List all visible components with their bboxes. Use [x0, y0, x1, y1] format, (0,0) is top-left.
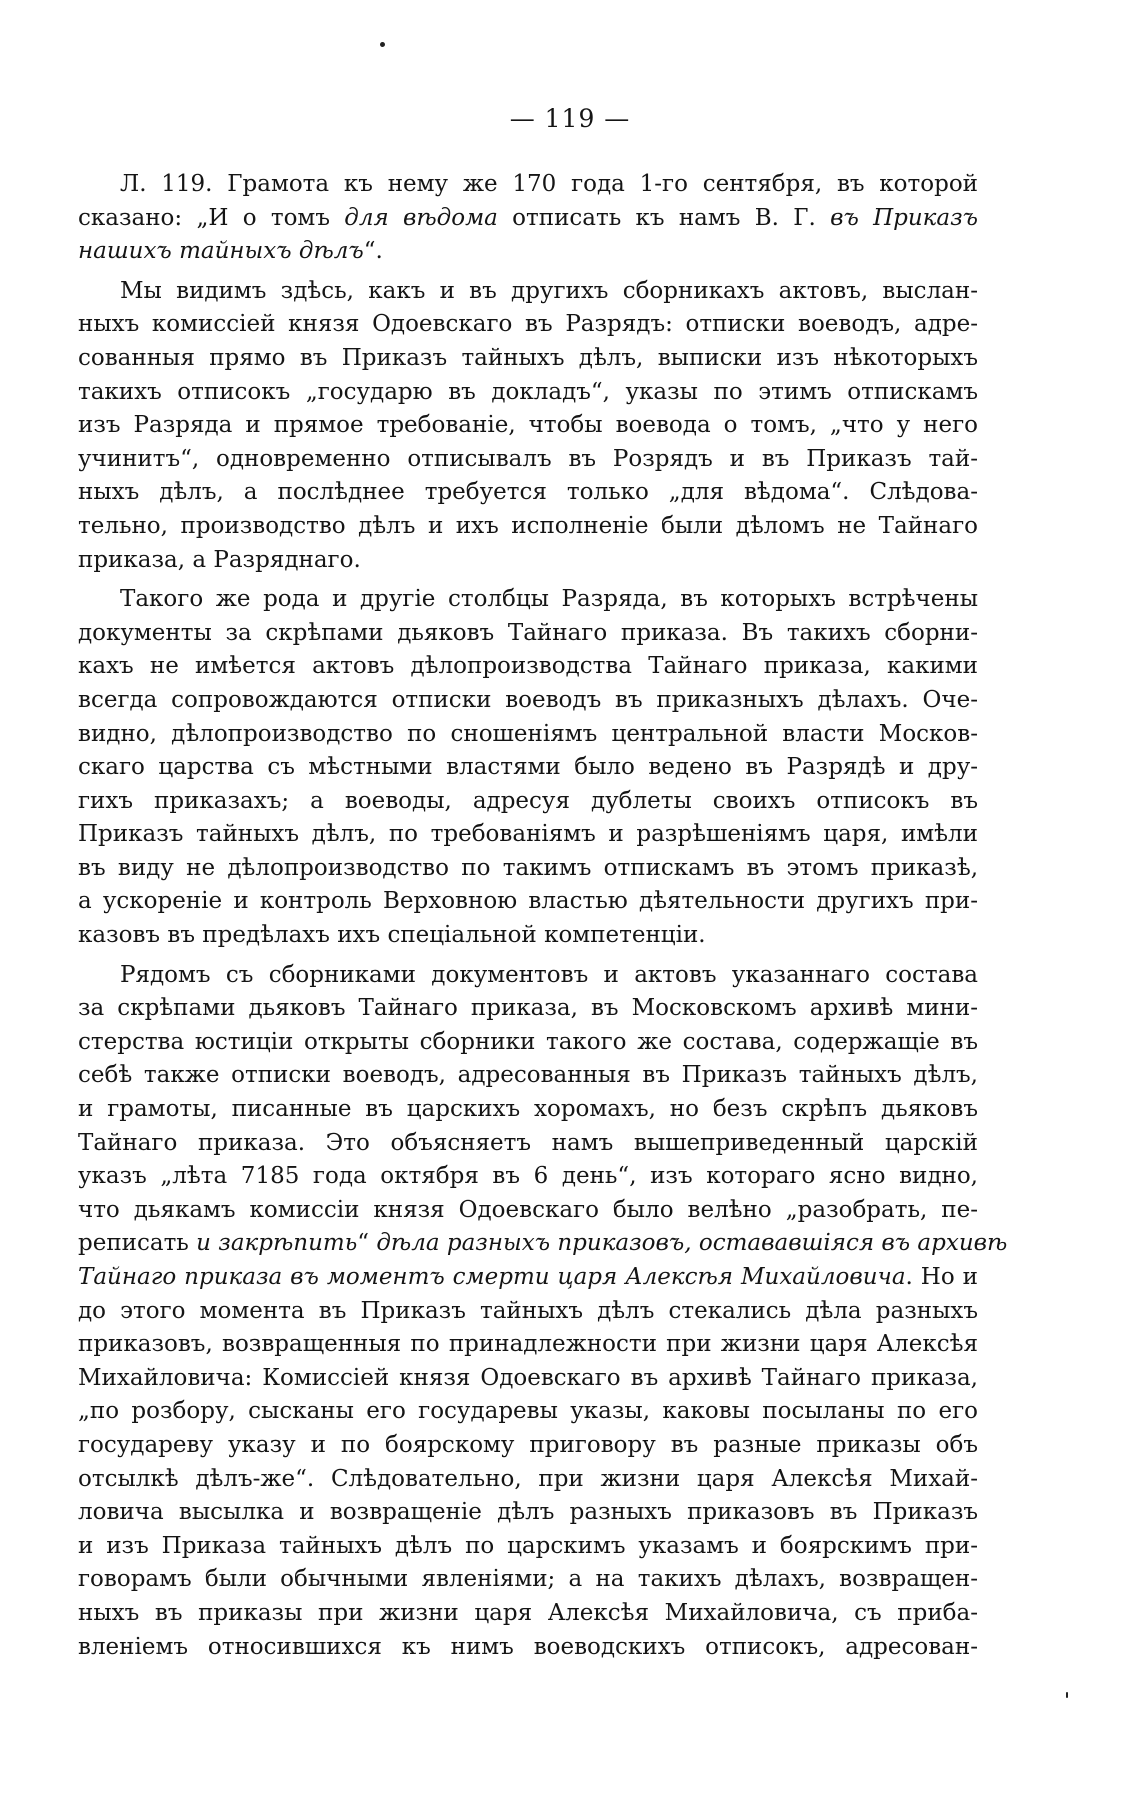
- text-line: [78, 1631, 978, 1665]
- italic-text: въ Приказъ: [830, 204, 978, 231]
- text: за скрѣпами дьяковъ Тайнаго приказа, въ Московскомъ архивѣ мини-: [78, 995, 978, 1022]
- book-page-text: [78, 168, 1008, 1664]
- text: что дьякамъ комиссiи князя Одоевскаго было велѣно „разобрать, пе-: [78, 1196, 978, 1223]
- paragraph: [78, 583, 978, 953]
- text-line: [78, 751, 978, 785]
- text-line: [78, 852, 978, 886]
- page-number: — 119 —: [509, 104, 631, 133]
- text-line: [78, 617, 978, 651]
- italic-text: и закрѣпить: [196, 1230, 358, 1257]
- text: ныхъ дѣлъ, а послѣднее требуется только „для вѣдома“. Слѣдова-: [78, 479, 978, 506]
- text: себѣ также отписки воеводъ, адресованныя въ Приказъ тайныхъ дѣлъ,: [78, 1062, 978, 1089]
- text: говорамъ были обычными явленiями; а на такихъ дѣлахъ, возвращен-: [78, 1566, 978, 1593]
- text-line: [78, 785, 978, 819]
- text-line: [78, 992, 978, 1026]
- text: Мы видимъ здѣсь, какъ и въ другихъ сборникахъ актовъ, выслан-: [120, 277, 978, 304]
- text: ловича высылка и возвращенiе дѣлъ разныхъ приказовъ въ Приказъ: [78, 1499, 978, 1526]
- text: сованныя прямо въ Приказъ тайныхъ дѣлъ, выписки изъ нѣкоторыхъ: [78, 344, 978, 371]
- italic-text: Тайнаго приказа въ моментъ смерти царя Алексѣя Михайловича: [78, 1264, 906, 1290]
- text: приказа, а Разряднаго.: [78, 546, 361, 573]
- text-line: [78, 202, 978, 236]
- text-line: [78, 510, 978, 544]
- text-line: [78, 1227, 1008, 1261]
- text: изъ Разряда и прямое требованiе, чтобы воевода о томъ, „что у него: [78, 412, 978, 439]
- paragraph: [78, 275, 978, 577]
- text-line: [78, 1496, 978, 1530]
- text: ныхъ комиссiей князя Одоевскаго въ Разрядъ: отписки воеводъ, адре-: [78, 311, 978, 338]
- text: въ виду не дѣлопроизводство по такимъ отпискамъ въ этомъ приказѣ,: [78, 854, 978, 881]
- text: скаго царства съ мѣстными властями было ведено въ Разрядѣ и дру-: [78, 754, 978, 781]
- text-line: [78, 1093, 978, 1127]
- text-line: [78, 1194, 978, 1228]
- text: вленiемъ относившихся къ нимъ воеводскихъ отписокъ, адресован-: [78, 1633, 978, 1660]
- text-line: [78, 1127, 978, 1161]
- text: отсылкѣ дѣлъ-же“. Слѣдовательно, при жизни царя Алексѣя Михай-: [78, 1465, 978, 1492]
- italic-text: дѣла разныхъ приказовъ, остававшiяся въ архивѣ: [376, 1230, 1008, 1257]
- text: ныхъ въ приказы при жизни царя Алексѣя Михайловича, съ приба-: [78, 1599, 978, 1626]
- text: Приказъ тайныхъ дѣлъ, по требованiямъ и разрѣшенiямъ царя, имѣли: [78, 821, 978, 848]
- text-line: [78, 342, 978, 376]
- text: до этого момента въ Приказъ тайныхъ дѣлъ стекались дѣла разныхъ: [78, 1297, 978, 1324]
- text-line: [78, 1328, 978, 1362]
- text: учинитъ“, одновременно отписывалъ въ Розрядъ и въ Приказъ тай-: [78, 445, 978, 472]
- text-line: [78, 818, 978, 852]
- text-line: [78, 308, 978, 342]
- text-line: [78, 959, 978, 993]
- text: Л. 119. Грамота къ нему же 170 года 1-го сентября, въ которой: [120, 171, 978, 197]
- text: документы за скрѣпами дьяковъ Тайнаго приказа. Въ такихъ сборни-: [78, 619, 978, 646]
- text: казовъ въ предѣлахъ ихъ спецiальной компетенцiи.: [78, 922, 706, 949]
- text-line: [78, 1563, 978, 1597]
- text: видно, дѣлопроизводство по сношенiямъ центральной власти Москов-: [78, 720, 978, 747]
- text-line: [78, 1026, 978, 1060]
- text: тельно, производство дѣлъ и ихъ исполненiе были дѣломъ не Тайнаго: [78, 512, 978, 539]
- text: государеву указу и по боярскому приговору въ разные приказы объ: [78, 1431, 978, 1458]
- text-line: [78, 919, 978, 953]
- text: „по розбору, сысканы его государевы указы, каковы посыланы по его: [78, 1398, 978, 1425]
- text-line: [78, 476, 978, 510]
- text-line: [78, 1395, 978, 1429]
- text: “: [357, 1230, 377, 1257]
- text: Тайнаго приказа. Это объясняетъ намъ вышеприведенный царскiй: [78, 1129, 978, 1156]
- paragraph: [78, 959, 1008, 1664]
- text: стерства юстицiи открыты сборники такого же состава, содержащiе въ: [78, 1028, 978, 1055]
- text-line: [78, 1160, 978, 1194]
- text-line: [78, 443, 978, 477]
- text-line: [78, 718, 978, 752]
- text-line: [78, 409, 978, 443]
- text-line: [78, 1530, 978, 1564]
- text-line: [78, 1429, 978, 1463]
- text-line: [78, 650, 978, 684]
- text-line: [78, 168, 978, 202]
- text: приказовъ, возвращенныя по принадлежности при жизни царя Алексѣя: [78, 1331, 978, 1358]
- text: отписать къ намъ В. Г.: [497, 204, 831, 231]
- text: гихъ приказахъ; а воеводы, адресуя дублеты своихъ отписокъ въ: [78, 787, 978, 814]
- text-line: [78, 684, 978, 718]
- text-line: [78, 1597, 978, 1631]
- paragraph: [78, 168, 978, 269]
- text: Михайловича: Комиссiей князя Одоевскаго въ архивѣ Тайнаго приказа,: [78, 1364, 978, 1391]
- italic-text: нашихъ тайныхъ дѣлъ: [78, 238, 364, 265]
- text: и изъ Приказа тайныхъ дѣлъ по царскимъ указамъ и боярскимъ при-: [78, 1532, 978, 1559]
- text: всегда сопровождаются отписки воеводъ въ приказныхъ дѣлахъ. Оче-: [78, 686, 978, 713]
- text-line: [78, 1295, 978, 1329]
- text-line: [78, 1261, 978, 1295]
- text: указъ „лѣта 7185 года октября въ 6 день“, изъ котораго ясно видно,: [78, 1163, 978, 1190]
- text-line: [78, 885, 978, 919]
- text-line: [78, 1362, 978, 1396]
- text: “.: [363, 238, 383, 265]
- text-line: [78, 235, 978, 269]
- text: такихъ отписокъ „государю въ докладъ“, указы по этимъ отпискамъ: [78, 378, 978, 405]
- text: а ускоренiе и контроль Верховною властью дѣятельности другихъ при-: [78, 888, 978, 915]
- italic-text: для вѣдома: [344, 204, 498, 231]
- text: сказано: „И о томъ: [78, 204, 345, 231]
- text: и грамоты, писанные въ царскихъ хоромахъ, но безъ скрѣпъ дьяковъ: [78, 1096, 978, 1123]
- text-line: [78, 376, 978, 410]
- text: кахъ не имѣется актовъ дѣлопроизводства Тайнаго приказа, какими: [78, 653, 978, 680]
- text-line: [78, 1463, 978, 1497]
- text-line: [78, 275, 978, 309]
- text: Такого же рода и другiе столбцы Разряда, въ которыхъ встрѣчены: [120, 586, 978, 613]
- text: реписать: [78, 1230, 197, 1257]
- ink-speck: [1066, 1692, 1068, 1698]
- ink-speck: [380, 42, 385, 47]
- text-line: [78, 1059, 978, 1093]
- text: Рядомъ съ сборниками документовъ и актовъ указаннаго состава: [120, 961, 978, 988]
- text: . Но и: [905, 1264, 978, 1290]
- text-line: [78, 544, 978, 578]
- text-line: [78, 583, 978, 617]
